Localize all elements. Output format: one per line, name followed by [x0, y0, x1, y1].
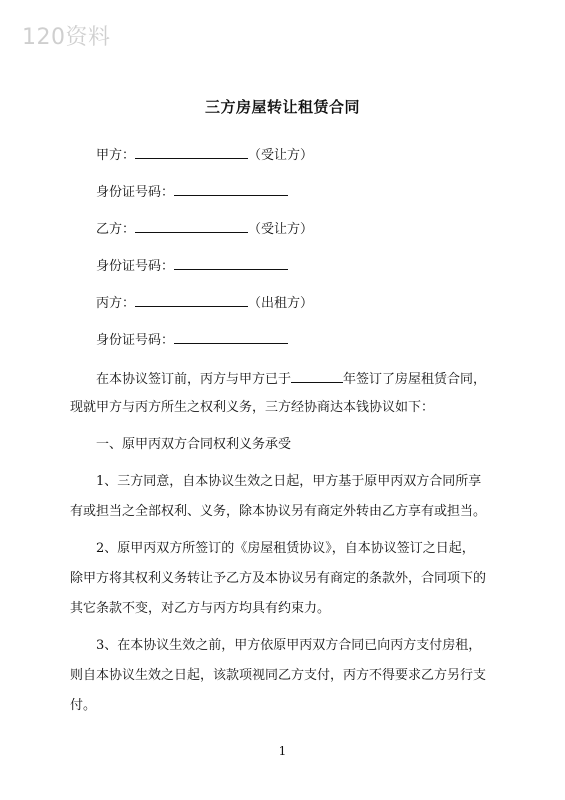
- intro-year-blank[interactable]: [291, 370, 343, 383]
- party-a-id-label: 身份证号码：: [96, 185, 175, 200]
- item-3-line-1: 3、在本协议生效之前，甲方依原甲丙双方合同已向丙方支付房租，: [96, 638, 482, 653]
- party-b-role: （受让方）: [248, 222, 314, 237]
- party-a-id-line: [96, 183, 288, 201]
- item-1-line-2: 有或担当之全部权利、义务，除本协议另有商定外转由乙方享有或担当。: [70, 504, 487, 519]
- party-c-label: 丙方：: [96, 296, 136, 311]
- party-a-id-blank[interactable]: [174, 183, 288, 196]
- party-b-id-line: [96, 257, 288, 275]
- party-a-role: （受让方）: [248, 148, 314, 163]
- party-c-blank[interactable]: [135, 294, 248, 307]
- party-c-role: （出租方）: [248, 296, 314, 311]
- item-3-line-3: 付。: [70, 698, 97, 713]
- item-2-line-1: 2、原甲丙双方所签订的《房屋租赁协议》，自本协议签订之日起，: [96, 541, 475, 556]
- party-c-id-line: [96, 331, 288, 349]
- item-2-line-3: 其它条款不变，对乙方与丙方均具有约束力。: [70, 601, 331, 616]
- party-b-blank[interactable]: [135, 220, 248, 233]
- intro-text-2: 年签订了房屋租赁合同，: [343, 372, 487, 387]
- watermark-logo: 120资料: [22, 25, 111, 50]
- item-2-line-2: 除甲方将其权利义务转让予乙方及本协议另有商定的条款外，合同项下的: [70, 571, 487, 586]
- party-b-id-blank[interactable]: [174, 257, 288, 270]
- intro-text-1: 在本协议签订前，丙方与甲方已于: [96, 372, 292, 387]
- party-a-line: [96, 146, 313, 164]
- intro-line-1: [96, 370, 486, 388]
- intro-line-2: 现就甲方与丙方所生之权利义务，三方经协商达本钱协议如下：: [70, 400, 435, 415]
- party-c-id-label: 身份证号码：: [96, 333, 175, 348]
- party-a-label: 甲方：: [96, 148, 136, 163]
- item-3-line-2: 则自本协议生效之日起，该款项视同乙方支付，丙方不得要求乙方另行支: [70, 668, 487, 683]
- document-title: 三方房屋转让租赁合同: [204, 98, 360, 116]
- item-1-line-1: 1、三方同意，自本协议生效之日起，甲方基于原甲丙双方合同所享: [96, 474, 482, 489]
- party-a-blank[interactable]: [135, 146, 248, 159]
- party-c-line: [96, 294, 313, 312]
- party-b-line: [96, 220, 313, 238]
- party-c-id-blank[interactable]: [174, 331, 288, 344]
- party-b-id-label: 身份证号码：: [96, 259, 175, 274]
- section-1-heading: 一、原甲丙双方合同权利义务承受: [96, 437, 292, 452]
- party-b-label: 乙方：: [96, 222, 136, 237]
- page-number: 1: [278, 744, 287, 758]
